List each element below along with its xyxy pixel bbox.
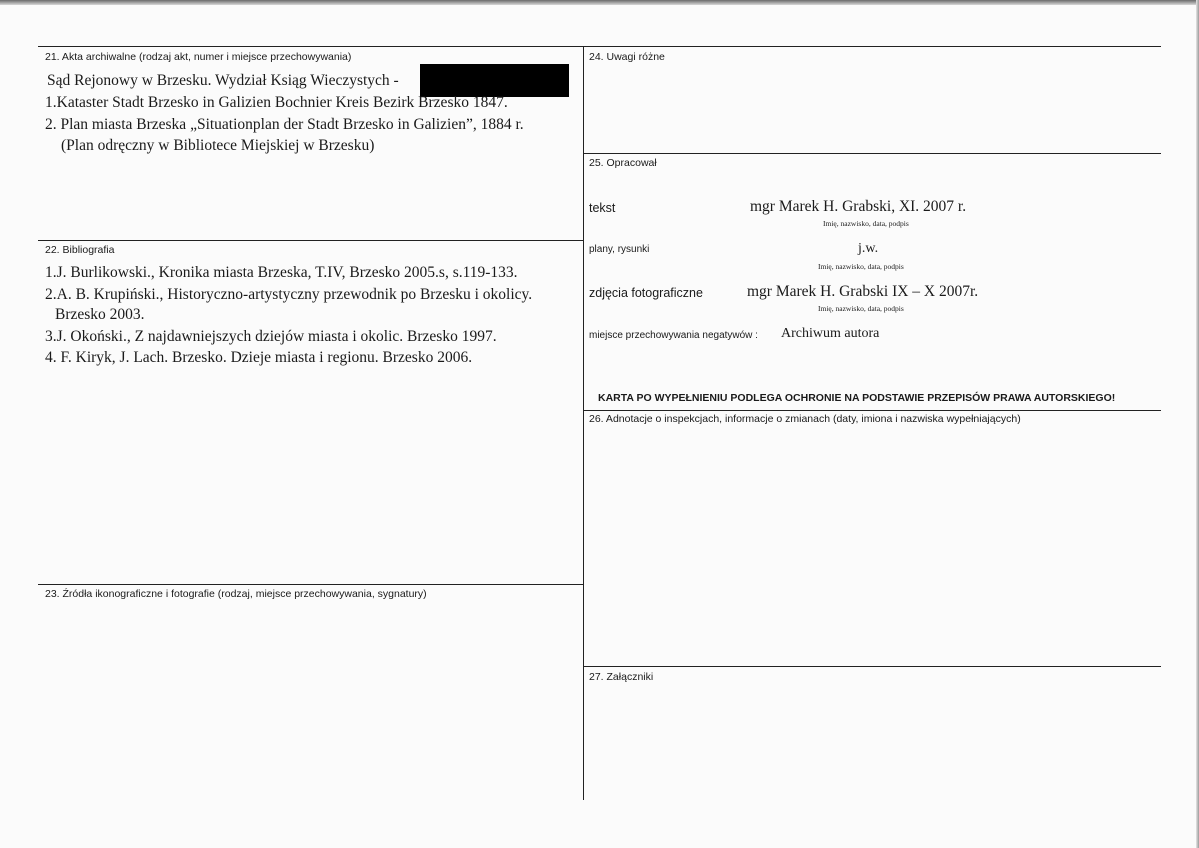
bibliography-item-3: 3.J. Okoński., Z najdawniejszych dziejów miasta i okolic. Brzesko 1997. xyxy=(45,328,497,345)
tekst-caption: Imię, nazwisko, data, podpis xyxy=(823,219,909,228)
section-26-label: 26. Adnotacje o inspekcjach, informacje o zmianach (daty, imiona i nazwiska wypełniających) xyxy=(589,413,1021,425)
bibliography-item-1: 1.J. Burlikowski., Kronika miasta Brzeska, T.IV, Brzesko 2005.s, s.119-133. xyxy=(45,264,518,281)
bibliography-item-4: 4. F. Kiryk, J. Lach. Brzesko. Dzieje miasta i regionu. Brzesko 2006. xyxy=(45,349,473,366)
section-21-label: 21. Akta archiwalne (rodzaj akt, numer i miejsce przechowywania) xyxy=(45,51,352,63)
plany-label: plany, rysunki xyxy=(589,244,650,255)
section-21-line-3: 2. Plan miasta Brzeska „Situationplan der Stadt Brzesko in Galizien”, 1884 r. xyxy=(45,116,524,133)
rule-25 xyxy=(583,153,1161,154)
section-22-label: 22. Bibliografia xyxy=(45,244,115,256)
section-27-label: 27. Załączniki xyxy=(589,671,654,683)
negatywy-label: miejsce przechowywania negatywów : xyxy=(589,330,758,341)
section-21-line-2: 1.Kataster Stadt Brzesko in Galizien Bochnier Kreis Bezirk Brzesko 1847. xyxy=(45,94,508,111)
rule-27 xyxy=(583,666,1161,667)
redaction-box xyxy=(420,64,569,97)
negatywy-value: Archiwum autora xyxy=(781,326,880,341)
section-25-label: 25. Opracował xyxy=(589,157,657,169)
section-23-label: 23. Źródła ikonograficzne i fotografie (rodzaj, miejsce przechowywania, sygnatury) xyxy=(45,588,427,600)
tekst-value: mgr Marek H. Grabski, XI. 2007 r. xyxy=(750,198,967,215)
scan-top-edge xyxy=(0,0,1199,5)
rule-26 xyxy=(583,410,1161,411)
center-divider xyxy=(583,46,584,800)
bibliography-item-2: 2.A. B. Krupiński., Historyczno-artystyczny przewodnik po Brzesku i okolicy. xyxy=(45,286,533,303)
top-rule-left xyxy=(38,46,583,47)
tekst-label: tekst xyxy=(589,201,616,215)
rule-22 xyxy=(38,240,583,241)
top-rule-right xyxy=(583,46,1161,47)
rule-23 xyxy=(38,584,583,585)
zdjecia-value: mgr Marek H. Grabski IX – X 2007r. xyxy=(747,283,979,300)
section-21-line-4: (Plan odręczny w Bibliotece Miejskiej w Brzesku) xyxy=(61,137,375,154)
bibliography-item-2-cont: Brzesko 2003. xyxy=(55,306,145,323)
plany-caption: Imię, nazwisko, data, podpis xyxy=(818,262,904,271)
copyright-notice: KARTA PO WYPEŁNIENIU PODLEGA OCHRONIE NA PODSTAWIE PRZEPISÓW PRAWA AUTORSKIEGO! xyxy=(598,392,1116,404)
plany-value: j.w. xyxy=(858,241,879,256)
section-24-label: 24. Uwagi różne xyxy=(589,51,665,63)
zdjecia-caption: Imię, nazwisko, data, podpis xyxy=(818,304,904,313)
section-21-line-1: Sąd Rejonowy w Brzesku. Wydział Ksiąg Wieczystych - xyxy=(47,72,399,89)
zdjecia-label: zdjęcia fotograficzne xyxy=(589,286,703,300)
